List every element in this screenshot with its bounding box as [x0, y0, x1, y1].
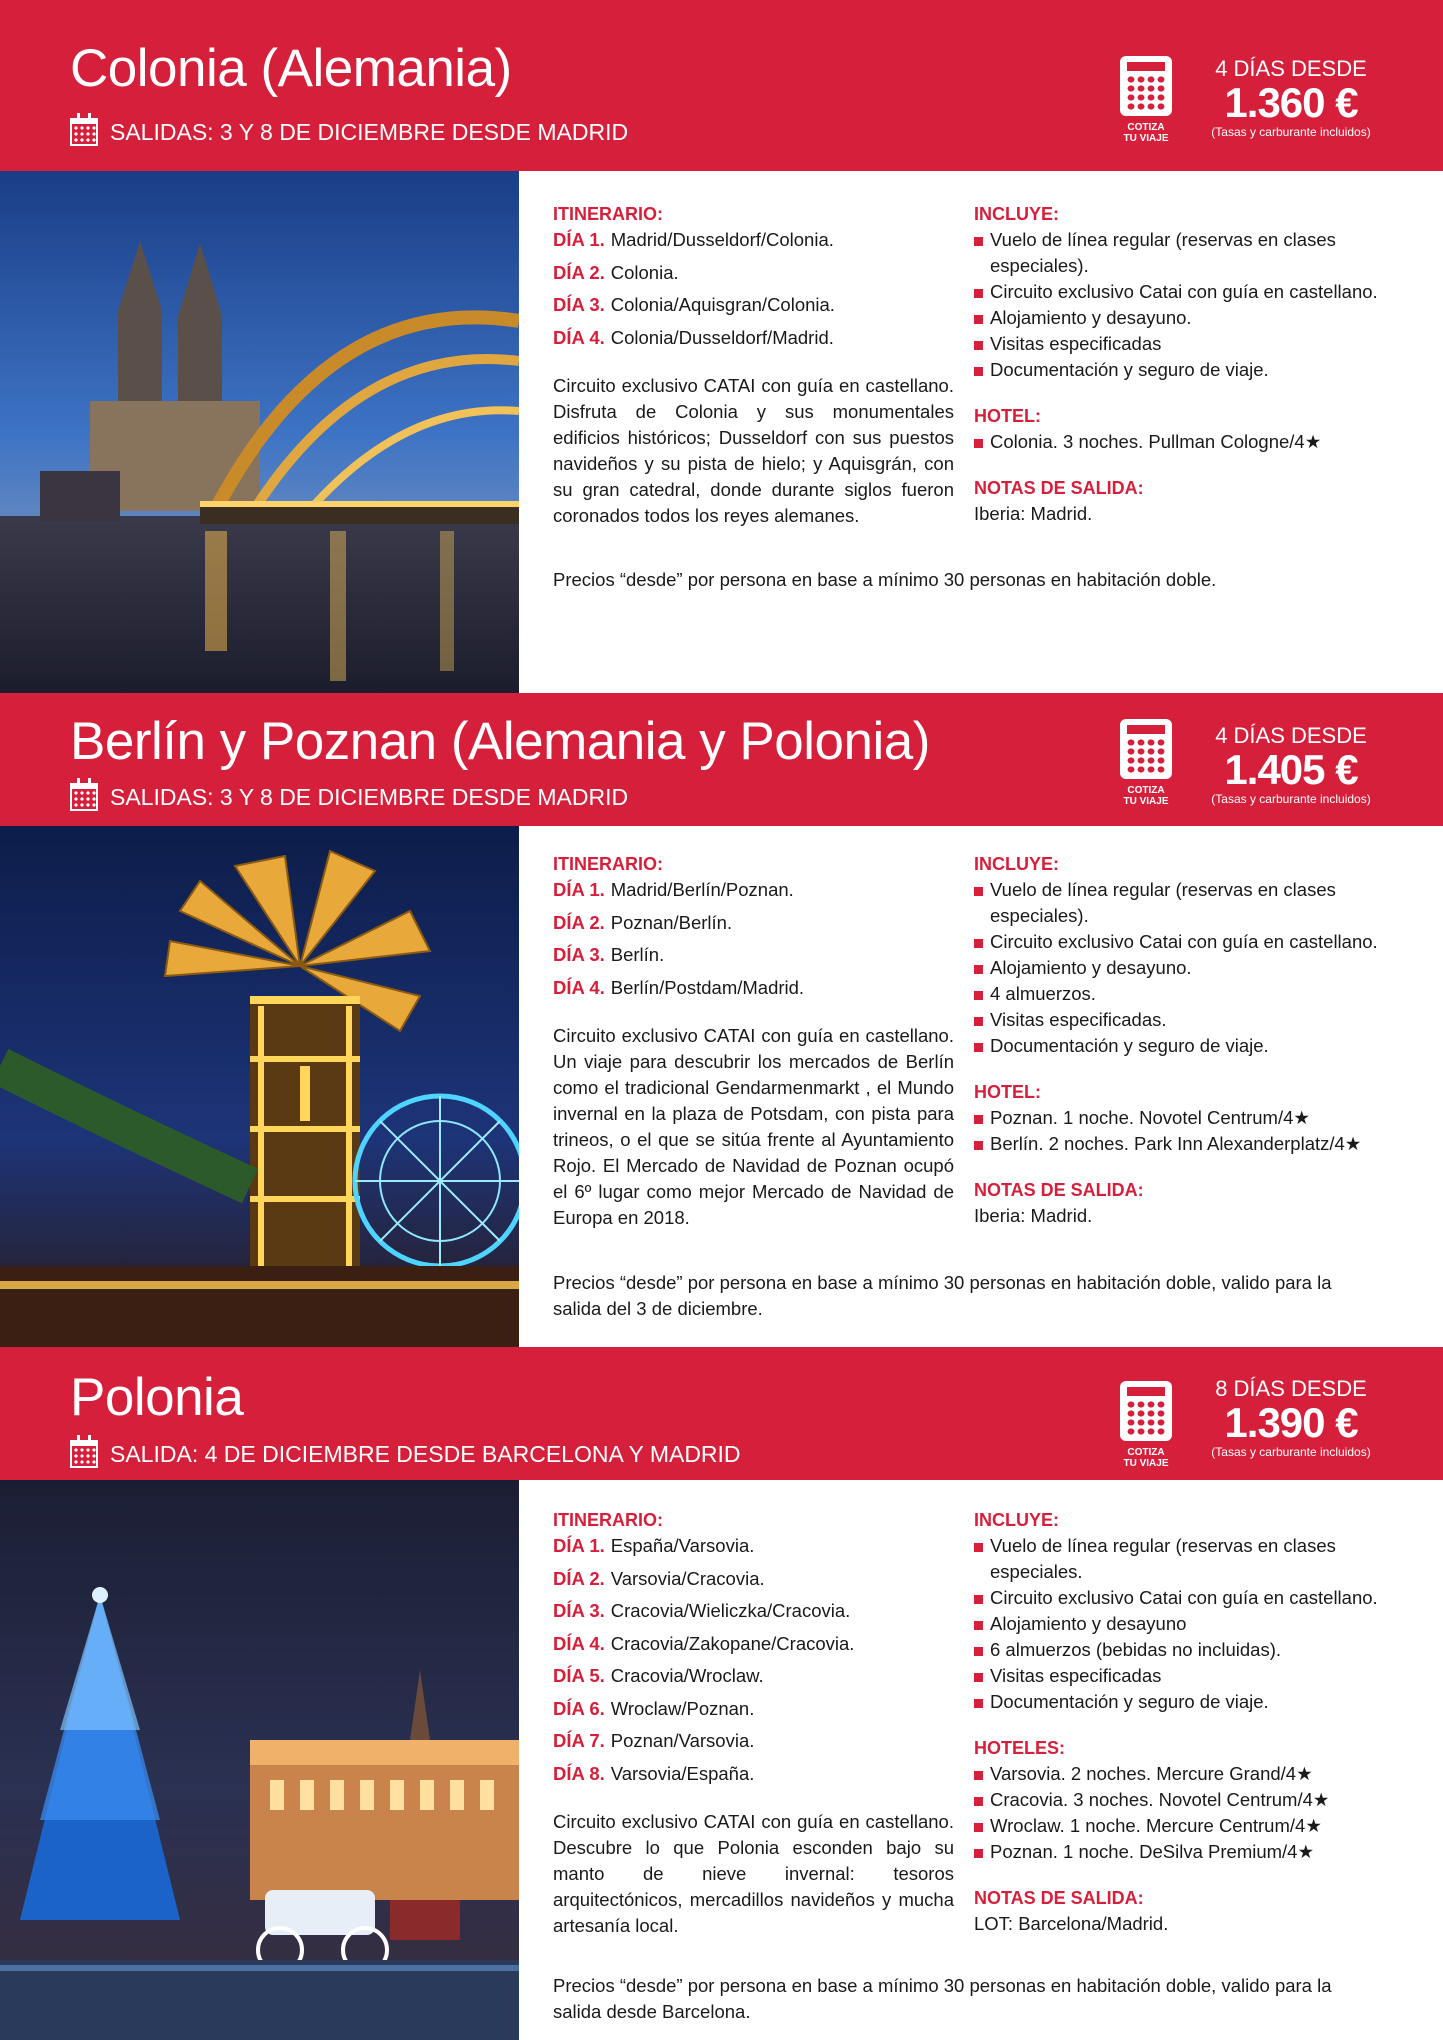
includes-block: [974, 1507, 1394, 1715]
notes-heading: NOTAS DE SALIDA:: [974, 1180, 1144, 1200]
itinerary-column: [553, 851, 954, 1231]
quote-label: COTIZA TU VIAJE: [1123, 1447, 1169, 1469]
cologne-cathedral-photo: [0, 171, 519, 693]
itinerary-heading: ITINERARIO:: [553, 204, 663, 224]
days-label: 4 DÍAS DESDE: [1215, 56, 1367, 81]
trip-description: Circuito exclusivo CATAI con guía en castellano. Disfruta de Colonia y sus monumentales edificios históricos; Dusseldorf con sus puestos navideños y su pista de hielo; y Aquisgrán, con su gran catedral, donde durante siglos fueron coronados todos los reyes alemanes.: [553, 374, 954, 526]
itinerary-day: DÍA 1. Madrid/Dusseldorf/Colonia.: [553, 229, 834, 250]
details-column: [974, 201, 1394, 527]
departures-text: SALIDA: 4 DE DICIEMBRE DESDE BARCELONA Y MADRID: [110, 1440, 741, 1467]
notes-text: LOT: Barcelona/Madrid.: [974, 1913, 1169, 1934]
price: 1.360 €: [1224, 79, 1358, 126]
itinerary-column: [553, 201, 954, 529]
price-box: [1206, 725, 1376, 805]
taxes-note: (Tasas y carburante incluidos): [1211, 792, 1371, 806]
quote-label: COTIZA TU VIAJE: [1123, 785, 1169, 807]
calculator-icon: [1120, 56, 1172, 116]
hotel-item: Varsovia. 2 noches. Mercure Grand/4★: [974, 1761, 1394, 1787]
taxes-note: (Tasas y carburante incluidos): [1211, 125, 1371, 139]
hotel-heading: HOTELES:: [974, 1738, 1066, 1758]
header-band: [0, 693, 1443, 826]
hotel-item: Poznan. 1 noche. DeSilva Premium/4★: [974, 1839, 1394, 1865]
quote-label: COTIZA TU VIAJE: [1123, 122, 1169, 144]
include-item: Vuelo de línea regular (reservas en clases especiales.: [974, 1533, 1394, 1585]
hotel-item: Berlín. 2 noches. Park Inn Alexanderplatz/4★: [974, 1131, 1394, 1157]
include-item: Alojamiento y desayuno: [974, 1611, 1394, 1637]
quote-button[interactable]: [1118, 56, 1174, 144]
includes-heading: INCLUYE:: [974, 204, 1059, 224]
calendar-icon: [70, 118, 98, 146]
include-item: 4 almuerzos.: [974, 981, 1394, 1007]
departures-text: SALIDAS: 3 Y 8 DE DICIEMBRE DESDE MADRID: [110, 118, 629, 145]
notes-heading: NOTAS DE SALIDA:: [974, 1888, 1144, 1908]
price-note: Precios “desde” por persona en base a mínimo 30 personas en habitación doble, valido para la salida del 3 de diciembre.: [553, 1272, 1332, 1319]
hotel-item: Colonia. 3 noches. Pullman Cologne/4★: [974, 429, 1394, 455]
notes-text: Iberia: Madrid.: [974, 1205, 1093, 1226]
trip-description: Circuito exclusivo CATAI con guía en castellano. Un viaje para descubrir los mercados de Berlín como el tradicional Gendarmenmarkt , el Mundo invernal en la plaza de Potsdam, con pista para trineos, o el que se sitúa frente al Ayuntamiento Rojo. El Mercado de Navidad de Poznan ocupó el 6º lugar como mejor Mercado de Navidad de Europa en 2018.: [553, 1024, 954, 1228]
includes-heading: INCLUYE:: [974, 854, 1059, 874]
trip-title: Colonia (Alemania): [70, 39, 512, 98]
include-item: Visitas especificadas: [974, 331, 1394, 357]
notes-block: [974, 475, 1394, 527]
itinerary-column: [553, 1507, 954, 1939]
include-item: Circuito exclusivo Catai con guía en castellano.: [974, 929, 1394, 955]
departures-text: SALIDAS: 3 Y 8 DE DICIEMBRE DESDE MADRID: [110, 783, 629, 810]
includes-block: [974, 201, 1394, 383]
details-column: [974, 1507, 1394, 1937]
includes-block: [974, 851, 1394, 1059]
itinerary-heading: ITINERARIO:: [553, 854, 663, 874]
header-band: [0, 0, 1443, 171]
calculator-icon: [1120, 1381, 1172, 1441]
price: 1.390 €: [1224, 1399, 1358, 1446]
departures: [70, 118, 628, 146]
hotel-item: Poznan. 1 noche. Novotel Centrum/4★: [974, 1105, 1394, 1131]
price-box: [1206, 58, 1376, 138]
trip-description: Circuito exclusivo CATAI con guía en castellano. Descubre lo que Polonia esconden bajo su manto de nieve invernal: tesoros arquitectónicos, mercadillos navideños y mucha artesanía local.: [553, 1810, 954, 1936]
itinerary-day: DÍA 1. Madrid/Berlín/Poznan.: [553, 879, 794, 900]
itinerary-day: DÍA 4. Colonia/Dusseldorf/Madrid.: [553, 326, 834, 348]
price-note: Precios “desde” por persona en base a mínimo 30 personas en habitación doble, valido para la salida desde Barcelona.: [553, 1975, 1332, 2022]
itinerary-day: DÍA 2. Poznan/Berlín.: [553, 911, 733, 933]
itinerary-heading: ITINERARIO:: [553, 1510, 663, 1530]
itinerary-day: DÍA 5. Cracovia/Wroclaw.: [553, 1665, 764, 1686]
hotel-item: Cracovia. 3 noches. Novotel Centrum/4★: [974, 1787, 1394, 1813]
include-item: 6 almuerzos (bebidas no incluidas).: [974, 1637, 1394, 1663]
include-item: Circuito exclusivo Catai con guía en castellano.: [974, 279, 1394, 305]
notes-text: Iberia: Madrid.: [974, 503, 1093, 524]
itinerary-day: DÍA 7. Poznan/Varsovia.: [553, 1730, 755, 1751]
itinerary-list: [553, 877, 954, 1001]
includes-heading: INCLUYE:: [974, 1510, 1059, 1530]
hotel-heading: HOTEL:: [974, 406, 1041, 426]
include-item: Vuelo de línea regular (reservas en clases especiales).: [974, 877, 1394, 929]
krakow-christmas-photo: [0, 1480, 519, 2040]
notes-block: [974, 1177, 1394, 1229]
itinerary-day: DÍA 2. Varsovia/Cracovia.: [553, 1567, 765, 1589]
include-item: Documentación y seguro de viaje.: [974, 1689, 1394, 1715]
trip-polonia: [0, 1347, 1443, 2040]
hotel-heading: HOTEL:: [974, 1082, 1041, 1102]
days-label: 8 DÍAS DESDE: [1215, 1376, 1367, 1401]
include-item: Visitas especificadas.: [974, 1007, 1394, 1033]
details-column: [974, 851, 1394, 1229]
itinerary-list: [553, 227, 954, 351]
itinerary-day: DÍA 4. Cracovia/Zakopane/Cracovia.: [553, 1632, 855, 1654]
itinerary-day: DÍA 2. Colonia.: [553, 261, 679, 283]
notes-heading: NOTAS DE SALIDA:: [974, 478, 1144, 498]
itinerary-day: DÍA 6. Wroclaw/Poznan.: [553, 1697, 755, 1719]
itinerary-day: DÍA 3. Colonia/Aquisgran/Colonia.: [553, 294, 835, 315]
include-item: Alojamiento y desayuno.: [974, 305, 1394, 331]
price-note: Precios “desde” por persona en base a mínimo 30 personas en habitación doble.: [553, 569, 1217, 590]
departures: [70, 1440, 741, 1468]
itinerary-list: [553, 1533, 954, 1787]
include-item: Circuito exclusivo Catai con guía en castellano.: [974, 1585, 1394, 1611]
hotel-block: [974, 1079, 1394, 1157]
quote-button[interactable]: [1118, 1381, 1174, 1469]
calendar-icon: [70, 1440, 98, 1468]
christmas-pyramid-photo: [0, 826, 519, 1347]
itinerary-day: DÍA 1. España/Varsovia.: [553, 1535, 755, 1556]
departures: [70, 783, 628, 811]
include-item: Vuelo de línea regular (reservas en clases especiales).: [974, 227, 1394, 279]
taxes-note: (Tasas y carburante incluidos): [1211, 1445, 1371, 1459]
include-item: Alojamiento y desayuno.: [974, 955, 1394, 981]
itinerary-day: DÍA 3. Berlín.: [553, 944, 665, 965]
itinerary-day: DÍA 8. Varsovia/España.: [553, 1762, 755, 1784]
header-band: [0, 1347, 1443, 1480]
include-item: Visitas especificadas: [974, 1663, 1394, 1689]
calculator-icon: [1120, 719, 1172, 779]
quote-button[interactable]: [1118, 719, 1174, 807]
days-label: 4 DÍAS DESDE: [1215, 723, 1367, 748]
calendar-icon: [70, 783, 98, 811]
price-box: [1206, 1378, 1376, 1458]
price: 1.405 €: [1224, 746, 1358, 793]
include-item: Documentación y seguro de viaje.: [974, 357, 1394, 383]
include-item: Documentación y seguro de viaje.: [974, 1033, 1394, 1059]
trip-colonia: [0, 0, 1443, 693]
trip-title: Polonia: [70, 1368, 244, 1427]
notes-block: [974, 1885, 1394, 1937]
itinerary-day: DÍA 4. Berlín/Postdam/Madrid.: [553, 976, 805, 998]
itinerary-day: DÍA 3. Cracovia/Wieliczka/Cracovia.: [553, 1600, 851, 1621]
trip-title: Berlín y Poznan (Alemania y Polonia): [70, 712, 930, 771]
hotel-block: [974, 403, 1394, 455]
hotel-block: [974, 1735, 1394, 1865]
hotel-item: Wroclaw. 1 noche. Mercure Centrum/4★: [974, 1813, 1394, 1839]
trip-berlin-poznan: [0, 693, 1443, 1347]
